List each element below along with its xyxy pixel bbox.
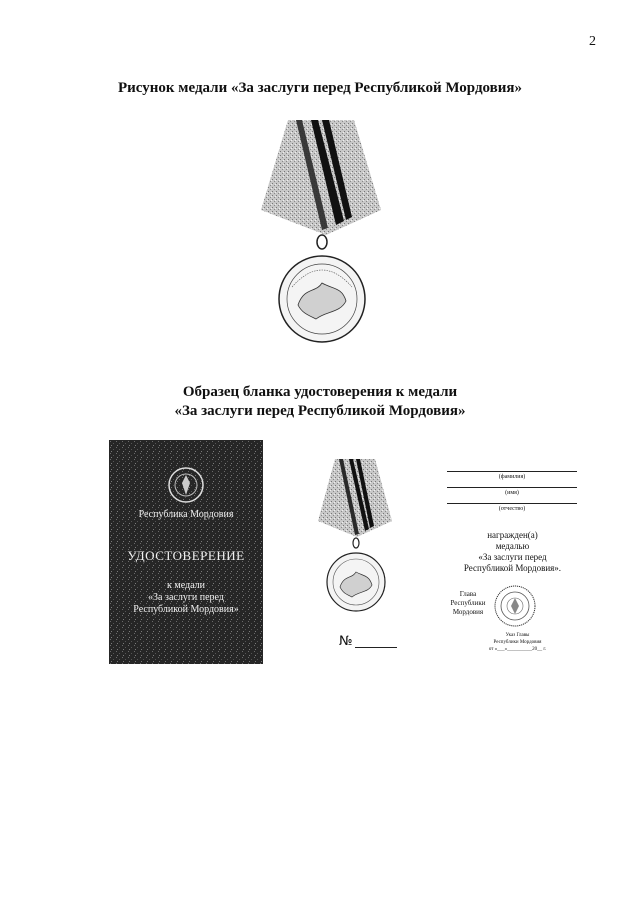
medal-name-line2: Республикой Мордовия». — [463, 563, 562, 573]
page-number: 2 — [589, 34, 596, 49]
medal-name-line1: «За заслуги перед — [478, 552, 547, 562]
surname-line — [447, 471, 577, 472]
cover-line1: к медали — [167, 580, 205, 591]
form-sample-title — [0, 383, 640, 421]
awarded-text: награжден(а) — [487, 530, 538, 540]
certificate-medal-disc — [327, 553, 385, 611]
medal-disc — [279, 256, 365, 342]
seal-icon — [493, 584, 537, 628]
surname-caption: (фамилия) — [498, 474, 526, 480]
form-sample-title-line1: Образец бланка удостоверения к медали — [182, 384, 458, 400]
name-caption: (имя) — [505, 490, 519, 496]
decree-line1: Указ Главы — [505, 633, 530, 638]
medal-word: медалью — [495, 541, 530, 551]
cover-line3: Республикой Мордовия» — [133, 604, 239, 615]
ribbon — [261, 120, 381, 235]
medal-illustration — [256, 115, 386, 345]
certificate-ribbon — [318, 459, 392, 537]
medal-figure-title: Рисунок медали «За заслуги перед Республикой Мордовия» — [117, 80, 523, 96]
emblem-icon — [167, 466, 205, 504]
head-signature-block — [438, 590, 498, 617]
form-sample-title-line2: «За заслуги перед Республикой Мордовия» — [174, 403, 466, 419]
decree-line2: Республики Мордовия — [493, 640, 542, 645]
head-title: Глава — [459, 590, 477, 598]
cover-region: Республика Мордовия — [138, 509, 234, 520]
certificate-cover — [109, 440, 263, 664]
head-region: Республики Мордовия — [450, 599, 486, 616]
patronymic-line — [447, 503, 577, 504]
decree-line3: от «___»__________20__ г. — [488, 647, 547, 652]
cover-title: УДОСТОВЕРЕНИЕ — [127, 548, 245, 563]
name-line — [447, 487, 577, 488]
cover-line2: «За заслуги перед — [148, 592, 224, 603]
medal-ring — [317, 235, 327, 249]
patronymic-caption: (отчество) — [498, 506, 526, 512]
certificate-number-line — [355, 647, 397, 648]
certificate-medal-illustration — [315, 457, 395, 625]
certificate-medal-ring — [353, 538, 359, 548]
certificate-number-label: № — [339, 634, 353, 649]
